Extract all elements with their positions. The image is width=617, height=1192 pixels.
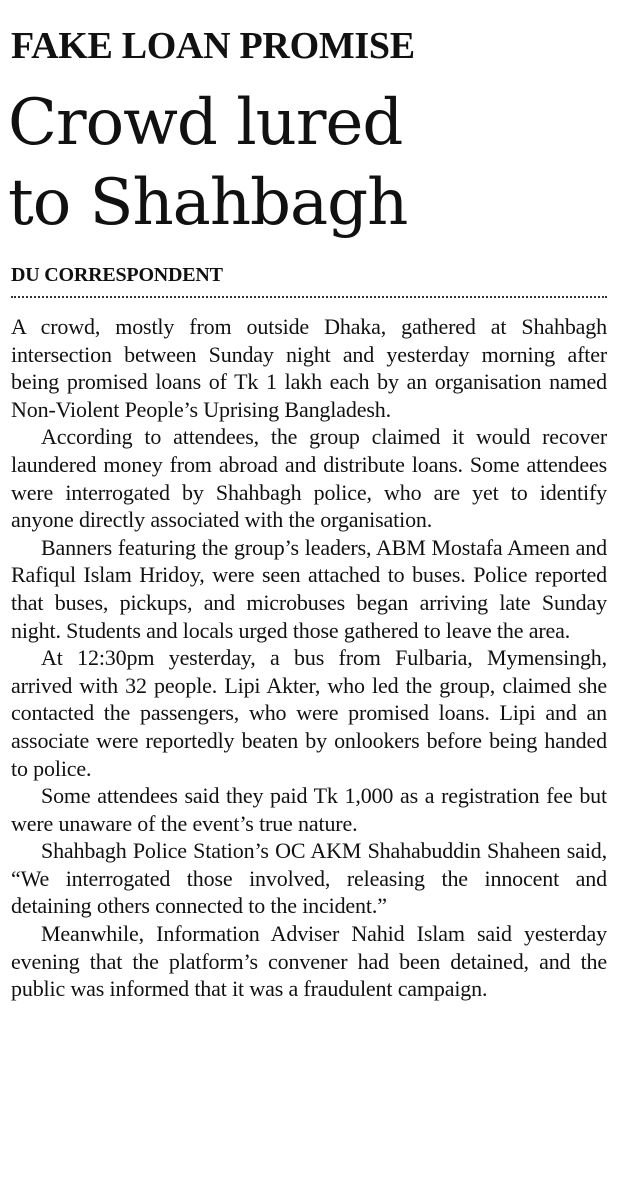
paragraph-2: According to attendees, the group claimed it would recover laundered money from abroad and distribute loans. Some attendees were interrogated by Shahbagh police, who are yet to identify anyone directly associated with the organisation. (11, 424, 607, 533)
paragraph-5: Some attendees said they paid Tk 1,000 as a registration fee but were unaware of the event’s true nature. (11, 783, 607, 836)
paragraph-3: Banners featuring the group’s leaders, ABM Mostafa Ameen and Rafiqul Islam Hridoy, were seen attached to buses. Police reported that buses, pickups, and microbuses began arriving late Sunday night. Students and locals urged those gathered to leave the area. (11, 534, 607, 643)
article-kicker: FAKE LOAN PROMISE (11, 25, 415, 67)
headline-line-2: to Shahbagh (8, 166, 408, 240)
headline-line-1: Crowd lured (8, 86, 403, 160)
article-headline (8, 83, 407, 243)
paragraph-6: Shahbagh Police Station’s OC AKM Shahabuddin Shaheen said, “We interrogated those involved, releasing the innocent and detaining others connected to the incident.” (11, 838, 607, 919)
paragraph-4: At 12:30pm yesterday, a bus from Fulbaria, Mymensingh, arrived with 32 people. Lipi Akter, who led the group, claimed she contacted the passengers, who were promised loans. Lipi and an associate were reportedly beaten by onlookers before being handed to police. (11, 645, 607, 781)
article-body (11, 313, 607, 1003)
paragraph-1: A crowd, mostly from outside Dhaka, gathered at Shahbagh intersection between Sunday night and yesterday morning after being promised loans of Tk 1 lakh each by an organisation named Non-Violent People’s Uprising Bangladesh. (11, 314, 607, 422)
article-byline: DU CORRESPONDENT (11, 264, 223, 286)
paragraph-7: Meanwhile, Information Adviser Nahid Islam said yesterday evening that the platform’s convener had been detained, and the public was informed that it was a fraudulent campaign. (11, 921, 607, 1002)
dotted-divider (11, 296, 607, 298)
